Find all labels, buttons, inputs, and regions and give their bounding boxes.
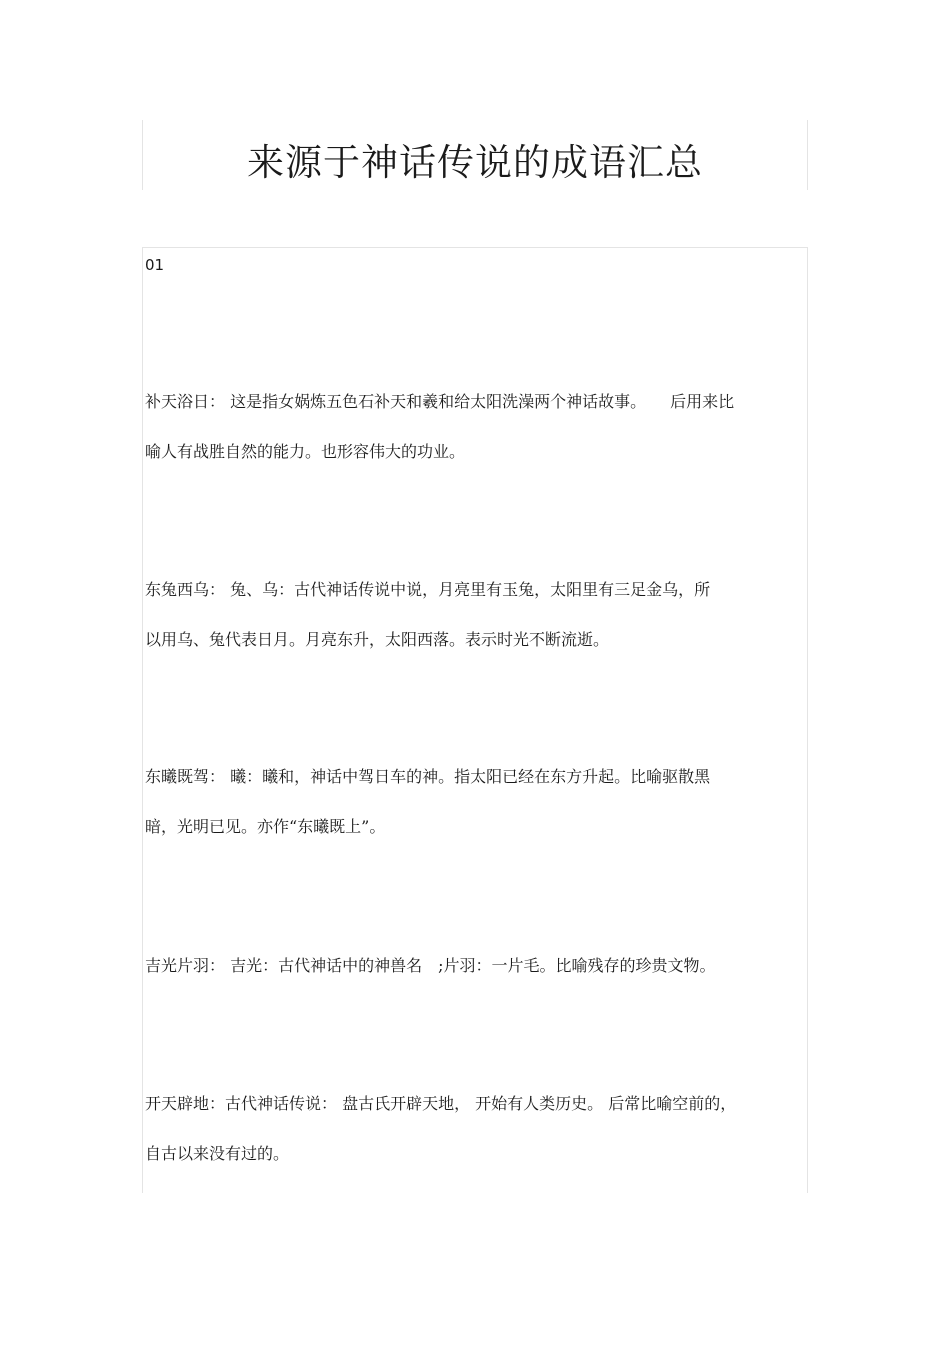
entry-line: 以用乌、兔代表日月。月亮东升，太阳西落。表示时光不断流逝。 <box>145 630 610 649</box>
entry-line: 自古以来没有过的。 <box>145 1144 290 1163</box>
idiom-entry-dongxijijia <box>145 752 807 852</box>
page-title: 来源于神话传说的成语汇总 <box>247 141 703 184</box>
entry-line: 补天浴日： 这是指女娲炼五色石补天和羲和给太阳洗澡两个神话故事。 后用来比 <box>145 392 735 411</box>
entry-line: 暗，光明已见。亦作“东曦既上”。 <box>145 817 386 836</box>
entry-line: 东曦既驾： 曦：曦和，神话中驾日车的神。指太阳已经在东方升起。比喻驱散黑 <box>145 767 711 786</box>
entry-line: 喻人有战胜自然的能力。也形容伟大的功业。 <box>145 442 466 461</box>
idiom-entry-jiguangpianyu <box>145 941 807 991</box>
entry-line: 开天辟地：古代神话传说： 盘古氏开辟天地， 开始有人类历史。 后常比喻空前的， <box>145 1094 737 1113</box>
idiom-entry-butianyuri <box>145 377 807 477</box>
title-box <box>142 120 808 190</box>
idiom-entry-kaitianpidi <box>145 1079 807 1179</box>
entry-line: 东兔西乌： 兔、乌：古代神话传说中说，月亮里有玉兔，太阳里有三足金乌，所 <box>145 580 711 599</box>
idiom-entry-dongtuxiwu <box>145 565 807 665</box>
section-number: 01 <box>145 256 165 274</box>
entry-line: 吉光片羽： 吉光：古代神话中的神兽名 ;片羽：一片毛。比喻残存的珍贵文物。 <box>145 956 716 975</box>
content-box <box>142 247 808 1193</box>
